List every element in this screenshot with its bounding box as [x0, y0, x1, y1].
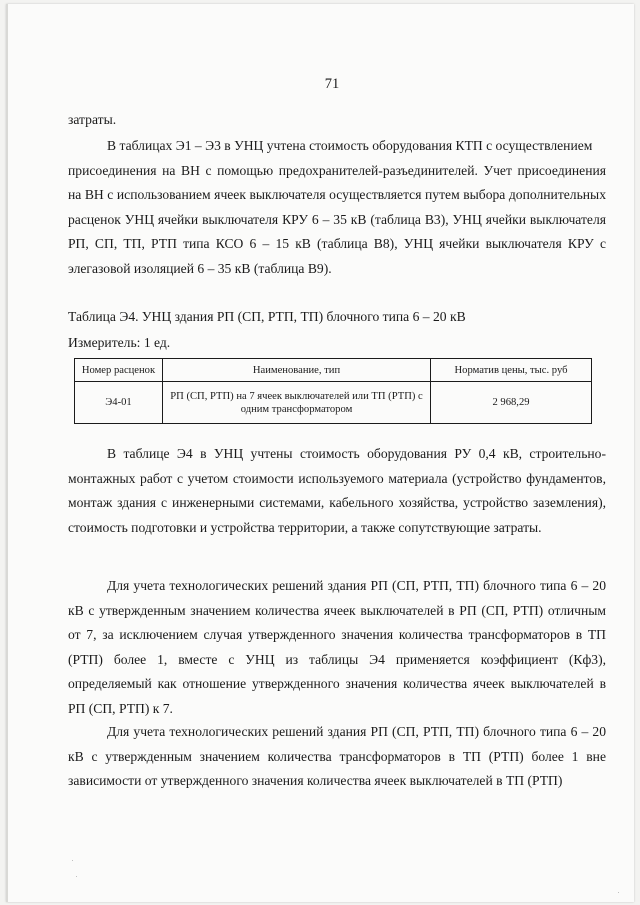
scan-speck [76, 876, 77, 877]
table-header-row [75, 359, 592, 382]
table-row [75, 382, 592, 424]
cell-name: РП (СП, РТП) на 7 ячеек выключателей или ТП (РТП) с одним трансформатором [163, 382, 431, 424]
paragraph-transformers: Для учета технологических решений здания РП (СП, РТП, ТП) блочного типа 6 – 20 кВ с утвержденным значением количества трансформаторов в ТП (РТП) более 1 вне зависимости от утвержденного значения количества ячеек выключателей в ТП (РТП) [68, 724, 606, 789]
scan-speck [618, 892, 619, 893]
paragraph-continuation: затраты. [68, 112, 117, 127]
paragraph-equipment-note-body: присоединения на ВН с помощью предохранителей-разъединителей. Учет присоединения на ВН с использованием ячеек выключателя осуществляется путем выбора дополнительных расценок УНЦ ячейки выключателя КРУ 6 – 35 кВ (таблица В3), УНЦ ячейки выключателя РП, СП, ТП, РТП типа КСО 6 – 15 кВ (таблица В8), УНЦ ячейки выключателя КРУ с элегазовой изоляцией 6 – 35 кВ (таблица В9). [68, 162, 606, 276]
cell-code: Э4-01 [75, 382, 163, 424]
paragraph-equipment-note-first-line: В таблицах Э1 – Э3 в УНЦ учтена стоимость оборудования КТП с осуществлением [107, 138, 593, 153]
price-table [74, 358, 592, 424]
page-number: 71 [324, 76, 340, 92]
paragraph-cells-coefficient: Для учета технологических решений здания РП (СП, РТП, ТП) блочного типа 6 – 20 кВ с утвержденным значением количества ячеек выключателей в РП (СП, РТП) отличным от 7, за исключением случая утвержденного значения количества трансформаторов в ТП (РТП) более 1, вместе с УНЦ из таблицы Э4 применяется коэффициент (Кф3), определяемый как отношение утвержденного значения количества ячеек выключателей в РП (СП, РТП) к 7. [68, 578, 606, 716]
header-price: Норматив цены, тыс. руб [431, 359, 592, 382]
document-page [6, 4, 634, 902]
header-name: Наименование, тип [163, 359, 431, 382]
table-title: Таблица Э4. УНЦ здания РП (СП, РТП, ТП) блочного типа 6 – 20 кВ [68, 309, 466, 324]
scan-speck [72, 860, 73, 861]
header-code: Номер расценок [75, 359, 163, 382]
page-edge [6, 4, 8, 902]
paragraph-equipment-note [68, 134, 606, 282]
paragraph-table-contents: В таблице Э4 в УНЦ учтены стоимость оборудования РУ 0,4 кВ, строительно-монтажных работ с учетом стоимости используемого материала (устройство фундаментов, монтаж здания с инженерными системами, кабельного хозяйства, устройство заземления), стоимость подготовки и устройства территории, а также сопутствующие затраты. [68, 446, 606, 535]
cell-price: 2 968,29 [431, 382, 592, 424]
table-meter: Измеритель: 1 ед. [68, 335, 171, 350]
